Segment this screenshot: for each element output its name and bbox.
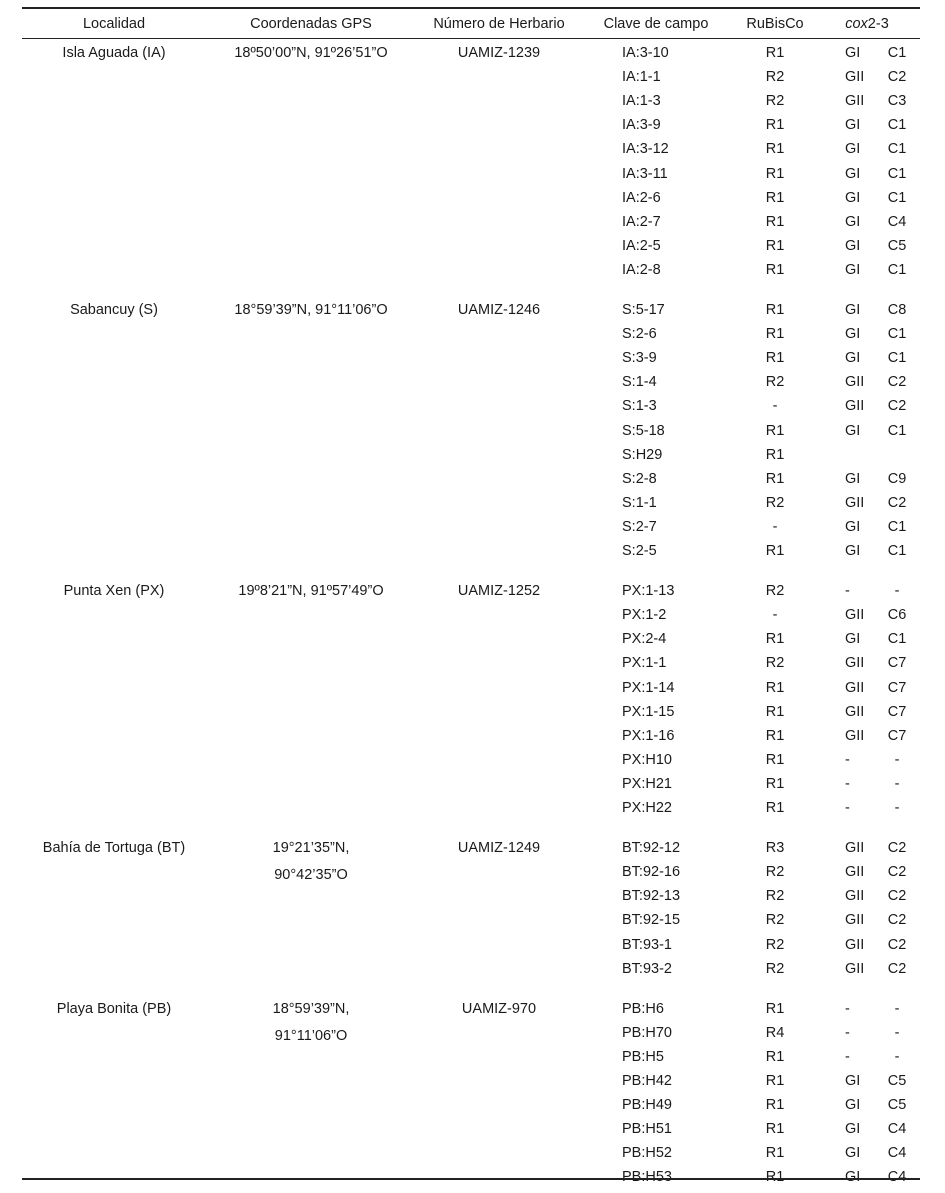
field-key: S:5-17 (622, 302, 665, 318)
field-key: PB:H5 (622, 1048, 664, 1065)
cox-group: GII (845, 888, 865, 905)
header-cox (845, 15, 889, 33)
field-key: PX:H22 (622, 800, 672, 816)
rubisco-value: R1 (765, 751, 785, 768)
field-key: PB:H52 (622, 1145, 672, 1162)
field-key: PX:1-13 (622, 583, 675, 600)
gps-coordinates: 18º50’00”N, 91º26’51”O (234, 45, 388, 61)
cox-haplotype: C4 (887, 1121, 907, 1138)
field-key: BT:92-12 (622, 840, 681, 857)
cox-group: GI (845, 213, 861, 230)
rubisco-value: R1 (765, 543, 785, 559)
cox-group: GII (845, 936, 865, 953)
gps-coordinates: 18°59’39”N, (272, 1000, 350, 1017)
cox-group: - (845, 775, 850, 792)
rubisco-value: R1 (765, 775, 785, 792)
rubisco-value: R2 (765, 936, 785, 953)
field-key: PB:H42 (622, 1073, 672, 1089)
cox-haplotype: C1 (887, 141, 907, 158)
field-key: BT:92-16 (622, 864, 681, 881)
rubisco-value: R1 (765, 679, 785, 696)
rubisco-value: R1 (765, 213, 785, 230)
locality-name: Bahía de Tortuga (BT) (42, 840, 186, 857)
cox-haplotype: - (894, 1048, 900, 1065)
header-herbario: Número de Herbario (433, 16, 565, 32)
header-rubisco: RuBisCo (746, 16, 804, 32)
field-key: IA:2-7 (622, 213, 661, 230)
cox-group: GII (845, 840, 865, 857)
gps-coordinates: 90°42’35”O (274, 867, 348, 884)
cox-haplotype: C1 (887, 518, 907, 535)
rubisco-value: R2 (765, 912, 785, 929)
cox-group: GII (845, 727, 865, 744)
cox-group: GI (845, 1097, 861, 1114)
cox-haplotype: - (894, 583, 900, 600)
cox-haplotype: C9 (887, 470, 907, 487)
field-key: S:5-18 (622, 422, 665, 439)
herbarium-number: UAMIZ-1252 (457, 583, 541, 600)
cox-group: GI (845, 543, 861, 559)
cox-haplotype: C7 (887, 727, 907, 744)
field-key: IA:2-6 (622, 189, 661, 206)
gps-coordinates: 19º8’21”N, 91º57’49”O (238, 583, 384, 600)
cox-haplotype: C1 (887, 543, 907, 559)
rubisco-value: R1 (765, 631, 785, 648)
field-key: S:2-6 (622, 326, 657, 343)
herbarium-number: UAMIZ-1246 (457, 302, 541, 318)
cox-group: GI (845, 1121, 861, 1138)
header-rule (22, 38, 920, 39)
cox-haplotype: C2 (887, 374, 907, 391)
rubisco-value: R1 (765, 727, 785, 744)
field-key: IA:1-1 (622, 69, 661, 86)
gps-coordinates: 91°11’06”O (274, 1027, 348, 1044)
cox-group: GII (845, 960, 865, 977)
header-cox-rest: 2-3 (867, 16, 889, 32)
header-coordenadas: Coordenadas GPS (250, 16, 372, 32)
cox-group: - (845, 583, 850, 600)
cox-group: GII (845, 655, 865, 672)
rubisco-value: R1 (765, 1145, 785, 1162)
cox-haplotype: C1 (887, 189, 907, 206)
field-key: PB:H51 (622, 1121, 672, 1138)
cox-group: GII (845, 607, 865, 624)
cox-haplotype: - (894, 1024, 900, 1041)
rubisco-value: R1 (765, 117, 785, 134)
field-key: S:1-3 (622, 398, 657, 415)
cox-haplotype: C3 (887, 93, 907, 110)
locality-name: Playa Bonita (PB) (56, 1000, 172, 1017)
cox-haplotype: C1 (887, 350, 907, 367)
cox-haplotype: C2 (887, 494, 907, 511)
cox-haplotype: C2 (887, 936, 907, 953)
rubisco-value: R1 (765, 261, 785, 278)
cox-group: GI (845, 165, 861, 182)
cox-group: GI (845, 422, 861, 439)
header-localidad: Localidad (82, 16, 146, 32)
cox-group: GI (845, 470, 861, 487)
cox-group: - (845, 1048, 850, 1065)
field-key: S:2-8 (622, 470, 657, 487)
cox-haplotype: C4 (887, 213, 907, 230)
cox-haplotype: C5 (887, 1097, 907, 1114)
locality-name: Punta Xen (PX) (63, 583, 165, 600)
cox-group: GI (845, 1145, 861, 1162)
rubisco-value: R2 (765, 655, 785, 672)
cox-group: GII (845, 864, 865, 881)
cox-haplotype: C2 (887, 912, 907, 929)
field-key: S:1-1 (622, 494, 657, 511)
rubisco-value: R1 (765, 800, 785, 816)
herbarium-number: UAMIZ-970 (461, 1000, 537, 1017)
cox-group: - (845, 1024, 850, 1041)
field-key: PX:1-2 (622, 607, 667, 624)
rubisco-value: - (772, 398, 778, 415)
rubisco-value: R1 (765, 422, 785, 439)
field-key: IA:1-3 (622, 93, 661, 110)
cox-group: GII (845, 69, 865, 86)
field-key: IA:3-10 (622, 45, 669, 61)
field-key: PX:1-1 (622, 655, 667, 672)
rubisco-value: - (772, 518, 778, 535)
cox-group: GII (845, 912, 865, 929)
cox-haplotype: C1 (887, 45, 907, 61)
cox-haplotype: C1 (887, 422, 907, 439)
rubisco-value: R1 (765, 350, 785, 367)
herbarium-number: UAMIZ-1239 (457, 45, 541, 61)
cox-group: GII (845, 494, 865, 511)
rubisco-value: R1 (765, 45, 785, 61)
field-key: PX:1-16 (622, 727, 675, 744)
cox-group: GI (845, 1073, 861, 1089)
field-key: S:2-5 (622, 543, 657, 559)
rubisco-value: R2 (765, 374, 785, 391)
field-key: BT:92-13 (622, 888, 681, 905)
cox-haplotype: C7 (887, 703, 907, 720)
cox-group: GI (845, 261, 861, 278)
field-key: S:H29 (622, 446, 663, 463)
rubisco-value: R2 (765, 960, 785, 977)
field-key: PB:H70 (622, 1024, 672, 1041)
table-bottom-rule (22, 1178, 920, 1180)
field-key: PB:H6 (622, 1000, 664, 1017)
herbarium-number: UAMIZ-1249 (457, 840, 541, 857)
rubisco-value: R1 (765, 237, 785, 254)
cox-group: - (845, 751, 850, 768)
rubisco-value: R2 (765, 494, 785, 511)
field-key: BT:93-1 (622, 936, 672, 953)
table-top-rule (22, 7, 920, 9)
cox-group: GII (845, 398, 865, 415)
cox-haplotype: C7 (887, 679, 907, 696)
rubisco-value: R1 (765, 165, 785, 182)
rubisco-value: R2 (765, 93, 785, 110)
rubisco-value: R1 (765, 703, 785, 720)
cox-group: GI (845, 141, 861, 158)
field-key: PX:1-14 (622, 679, 675, 696)
cox-haplotype: C2 (887, 888, 907, 905)
rubisco-value: R4 (765, 1024, 785, 1041)
rubisco-value: - (772, 607, 778, 624)
gps-coordinates: 19°21’35”N, (272, 840, 350, 857)
header-cox-italic: cox (845, 16, 868, 32)
cox-group: GI (845, 117, 861, 134)
rubisco-value: R1 (765, 1073, 785, 1089)
cox-group: GI (845, 631, 861, 648)
rubisco-value: R3 (765, 840, 785, 857)
cox-group: GI (845, 189, 861, 206)
rubisco-value: R1 (765, 141, 785, 158)
cox-haplotype: C1 (887, 117, 907, 134)
locality-name: Sabancuy (S) (70, 302, 158, 318)
field-key: IA:2-8 (622, 261, 661, 278)
cox-haplotype: C2 (887, 69, 907, 86)
field-key: S:3-9 (622, 350, 657, 367)
field-key: PX:H21 (622, 775, 672, 792)
rubisco-value: R2 (765, 888, 785, 905)
cox-haplotype: C5 (887, 1073, 907, 1089)
field-key: PB:H49 (622, 1097, 672, 1114)
cox-haplotype: C2 (887, 398, 907, 415)
cox-group: GII (845, 374, 865, 391)
cox-group: GI (845, 350, 861, 367)
cox-haplotype: C2 (887, 960, 907, 977)
field-key: PX:2-4 (622, 631, 667, 648)
cox-group: GI (845, 237, 861, 254)
field-key: BT:93-2 (622, 960, 672, 977)
field-key: IA:2-5 (622, 237, 661, 254)
field-key: BT:92-15 (622, 912, 681, 929)
cox-group: GII (845, 93, 865, 110)
rubisco-value: R1 (765, 189, 785, 206)
rubisco-value: R1 (765, 1121, 785, 1138)
cox-group: - (845, 1000, 850, 1017)
cox-haplotype: C2 (887, 864, 907, 881)
field-key: IA:3-9 (622, 117, 661, 134)
cox-haplotype: C4 (887, 1145, 907, 1162)
rubisco-value: R1 (765, 446, 785, 463)
field-key: IA:3-11 (622, 165, 668, 182)
cox-haplotype: C1 (887, 261, 907, 278)
header-clave: Clave de campo (603, 16, 709, 32)
field-key: S:2-7 (622, 518, 657, 535)
rubisco-value: R1 (765, 1000, 785, 1017)
cox-haplotype: C1 (887, 165, 907, 182)
cox-group: GII (845, 679, 865, 696)
cox-haplotype: C7 (887, 655, 907, 672)
cox-group: GI (845, 326, 861, 343)
cox-haplotype: C2 (887, 840, 907, 857)
cox-haplotype: C5 (887, 237, 907, 254)
rubisco-value: R1 (765, 1097, 785, 1114)
cox-haplotype: - (894, 1000, 900, 1017)
field-key: PX:H10 (622, 751, 672, 768)
cox-group: GI (845, 518, 861, 535)
cox-haplotype: C1 (887, 326, 907, 343)
rubisco-value: R1 (765, 1048, 785, 1065)
rubisco-value: R2 (765, 583, 785, 600)
cox-haplotype: C6 (887, 607, 907, 624)
rubisco-value: R1 (765, 470, 785, 487)
cox-haplotype: - (894, 775, 900, 792)
locality-name: Isla Aguada (IA) (62, 45, 166, 61)
rubisco-value: R1 (765, 326, 785, 343)
gps-coordinates: 18°59’39”N, 91°11’06”O (234, 302, 388, 318)
cox-group: GI (845, 45, 861, 61)
cox-group: GI (845, 302, 861, 318)
field-key: PX:1-15 (622, 703, 675, 720)
cox-haplotype: C1 (887, 631, 907, 648)
cox-group: GII (845, 703, 865, 720)
field-key: IA:3-12 (622, 141, 669, 158)
rubisco-value: R2 (765, 69, 785, 86)
rubisco-value: R2 (765, 864, 785, 881)
rubisco-value: R1 (765, 302, 785, 318)
cox-haplotype: - (894, 751, 900, 768)
cox-haplotype: - (894, 800, 900, 816)
cox-group: - (845, 800, 850, 816)
field-key: S:1-4 (622, 374, 657, 391)
cox-haplotype: C8 (887, 302, 907, 318)
